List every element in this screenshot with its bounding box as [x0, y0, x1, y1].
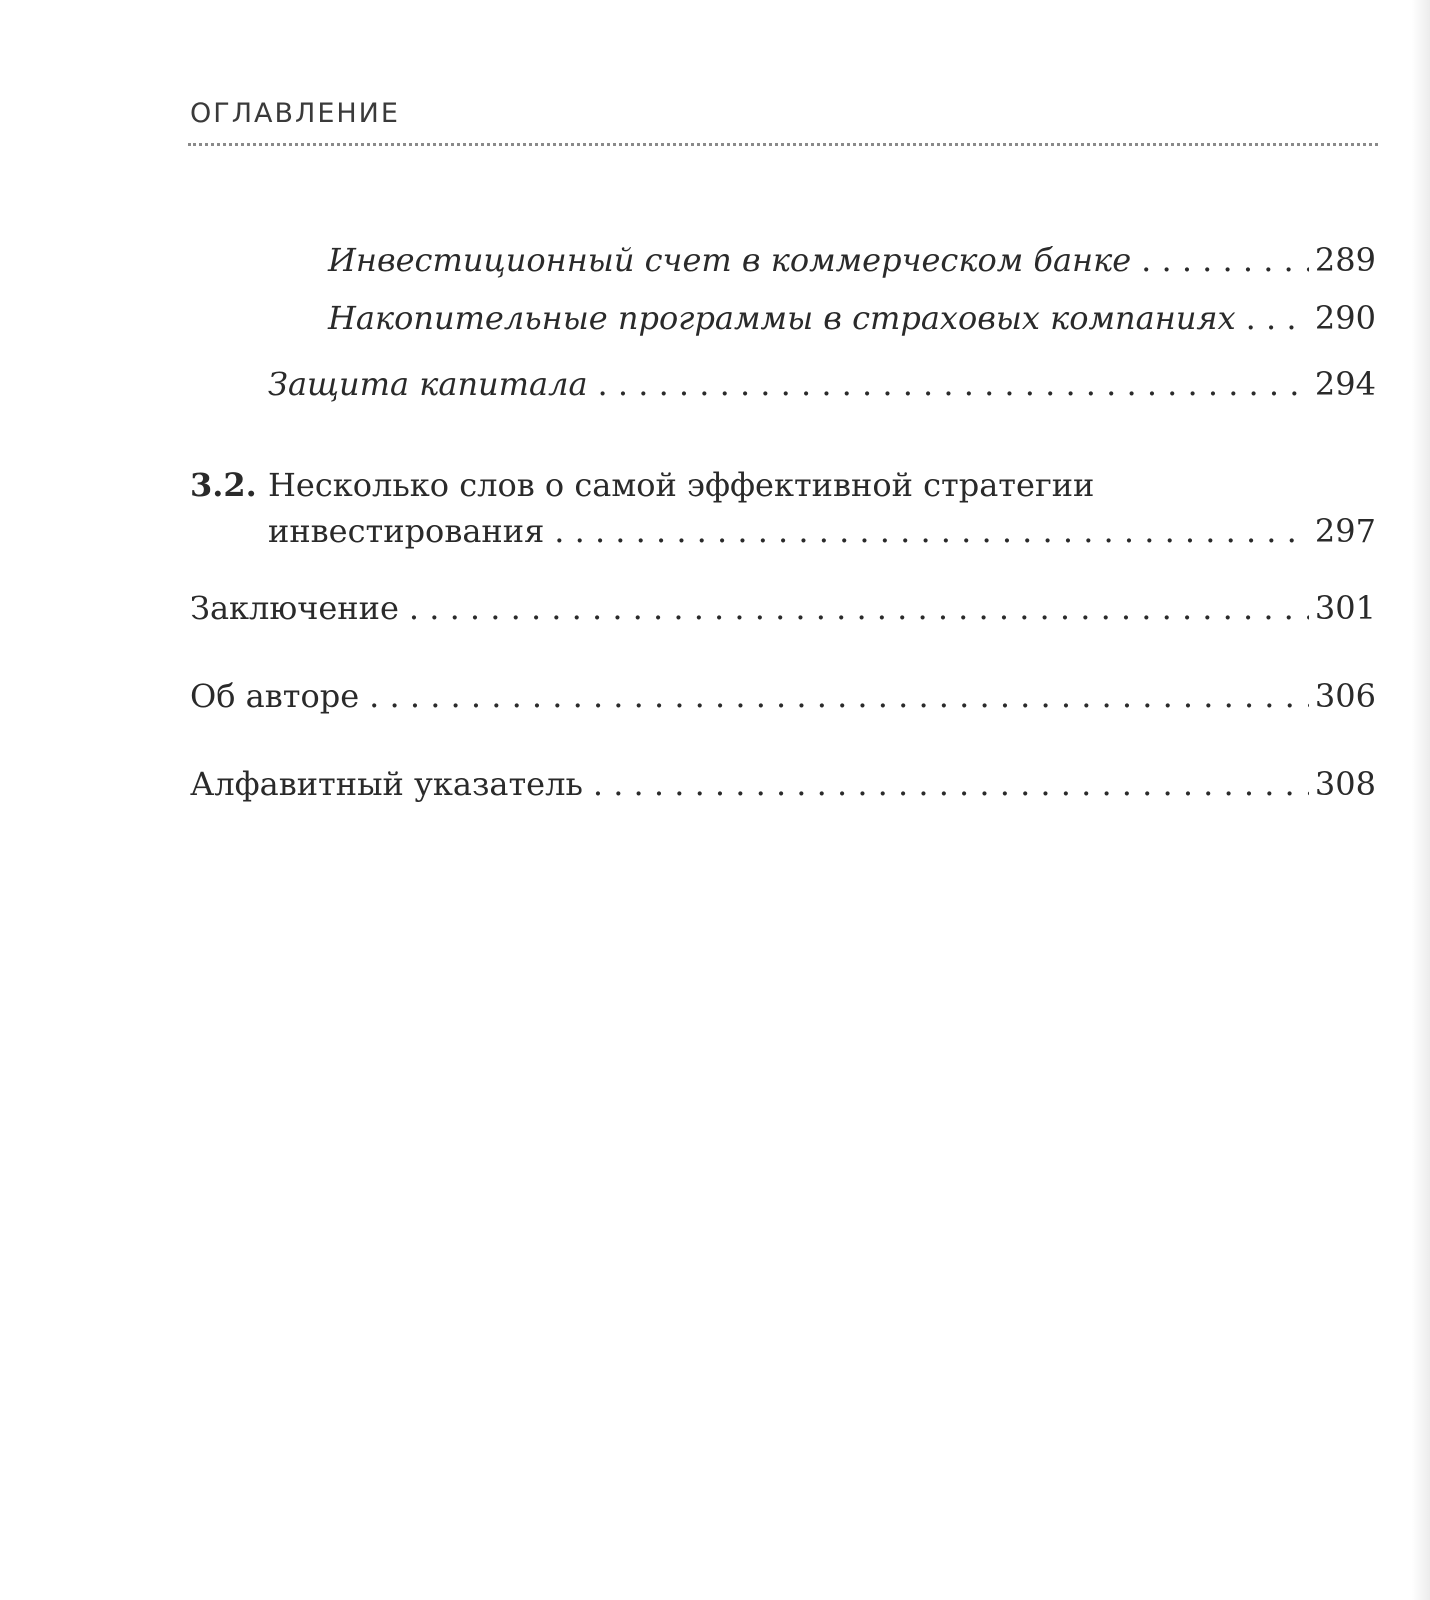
toc-entry-page: 289 [1314, 241, 1376, 279]
section-title-line-2 [268, 508, 1376, 554]
toc-entry-title: Об авторе [190, 677, 360, 715]
dot-leader [369, 676, 1309, 716]
dot-leader [1246, 298, 1309, 338]
dot-leader [1141, 240, 1309, 280]
toc-entry-title: Алфавитный указатель [190, 765, 583, 803]
section-title-line-1 [190, 462, 1376, 508]
bleed-through-heading [640, 1090, 676, 1130]
toc-entry[interactable] [190, 764, 1376, 804]
dot-leader [593, 764, 1309, 804]
section-title-first-line: Несколько слов о самой эффективной стратегии [268, 466, 1095, 504]
toc-entry[interactable] [328, 298, 1376, 338]
toc-entry[interactable] [268, 364, 1376, 404]
section-title-second-line: инвестирования [268, 512, 545, 550]
toc-entry-title: Накопительные программы в страховых компаниях [328, 299, 1236, 337]
toc-entry[interactable] [328, 240, 1376, 280]
section-page: 297 [1314, 512, 1376, 550]
toc-entry-page: 301 [1314, 589, 1376, 627]
toc-entry-title: Заключение [190, 589, 399, 627]
section-number: 3.2. [190, 466, 257, 504]
toc-entry-title: Защита капитала [268, 365, 588, 403]
running-head: ОГЛАВЛЕНИЕ [190, 98, 400, 129]
header-dotted-rule [188, 143, 1378, 146]
toc-entry[interactable] [190, 676, 1376, 716]
toc-entry[interactable] [190, 588, 1376, 628]
page-edge-shadow [1412, 0, 1430, 1600]
dot-leader [598, 364, 1309, 404]
toc-entry-page: 308 [1314, 765, 1376, 803]
toc-entry-page: 290 [1314, 299, 1376, 337]
dot-leader [409, 588, 1309, 628]
bleed-through-line [185, 230, 215, 265]
toc-entry-page: 294 [1314, 365, 1376, 403]
dot-leader [554, 508, 1309, 554]
toc-section-entry[interactable] [190, 462, 1376, 554]
toc-entry-title: Инвестиционный счет в коммерческом банке [328, 241, 1132, 279]
toc-entry-page: 306 [1314, 677, 1376, 715]
